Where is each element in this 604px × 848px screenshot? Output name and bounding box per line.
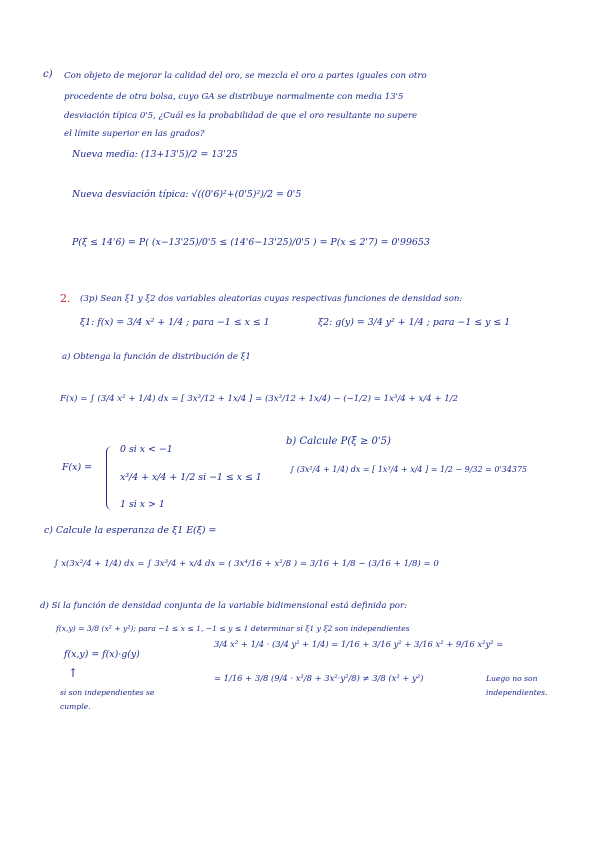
part-a-title: a) Obtenga la función de distribución de ξ1: [62, 352, 251, 362]
probabilidad-resultado: P(ξ ≤ 14'6) = P( (x−13'25)/0'5 ≤ (14'6−13'25)/0'5 ) = P(x ≤ 2'7) = 0'99653: [72, 237, 430, 248]
piecewise-case-1: 0 si x < −1: [120, 444, 173, 455]
density-f1: ξ1: f(x) = 3/4 x² + 1/4 ; para −1 ≤ x ≤ 1: [80, 317, 270, 328]
nueva-desviacion: Nueva desviación típica: √((0'6)²+(0'5)²)/2 = 0'5: [72, 189, 302, 200]
piecewise-case-2: x³/4 + x/4 + 1/2 si −1 ≤ x ≤ 1: [120, 472, 262, 483]
question-line-1: Con objeto de mejorar la calidad del oro, se mezcla el oro a partes iguales con otro: [64, 71, 427, 81]
section-c-label: c): [43, 69, 53, 80]
independence-note: si son independientes se cumple.: [60, 688, 155, 712]
part-d-title: d) Si la función de densidad conjunta de la variable bidimensional está definida por:: [40, 601, 407, 611]
part-d-line-2: = 1/16 + 3/8 (9/4 · x²/8 + 3x²·y²/8) ≠ 3/8 (x² + y²): [214, 673, 424, 683]
piecewise-brace: [106, 446, 113, 510]
part-d-definition: f(x,y) = 3/8 (x² + y²); para −1 ≤ x ≤ 1, −1 ≤ y ≤ 1 determinar si ξ1 y ξ2 son independientes: [56, 624, 410, 633]
question-line-2: procedente de otra bolsa, cuyo GA se distribuye normalmente con media 13'5: [64, 92, 404, 102]
part-d-line-1: 3/4 x² + 1/4 · (3/4 y² + 1/4) = 1/16 + 3/16 y² + 3/16 x² + 9/16 x²y² =: [214, 639, 504, 649]
part-a-equation: F(x) = ∫ (3/4 x² + 1/4) dx = [ 3x³/12 + 1x/4 ] = (3x³/12 + 1x/4) − (−1/2) = 1x³/4 + x/4 + 1/2: [60, 394, 459, 404]
question-line-3: desviación típica 0'5, ¿Cuál es la probabilidad de que el oro resultante no supere: [64, 111, 418, 121]
part-c-equation: ∫ x(3x²/4 + 1/4) dx = ∫ 3x³/4 + x/4 dx = ( 3x⁴/16 + x²/8 ) = 3/16 + 1/8 − (3/16 + 1/8) = 0: [54, 559, 439, 569]
problem-number: 2.: [60, 292, 71, 305]
question-line-4: el límite superior en las grados?: [64, 129, 205, 139]
part-d-conclusion: Luego no son independientes.: [486, 674, 548, 697]
problem-statement: (3p) Sean ξ1 y ξ2 dos variables aleatorias cuyas respectivas funciones de densidad son:: [80, 294, 463, 304]
independence-condition: f(x,y) = f(x)·g(y): [64, 649, 140, 660]
part-c-title: c) Calcule la esperanza de ξ1 E(ξ) =: [44, 525, 217, 536]
part-b-title: b) Calcule P(ξ ≥ 0'5): [286, 436, 391, 447]
density-f2: ξ2: g(y) = 3/4 y² + 1/4 ; para −1 ≤ y ≤ 1: [318, 317, 511, 328]
part-b-equation: ∫ (3x²/4 + 1/4) dx = [ 1x³/4 + x/4 ] = 1/2 − 9/32 = 0'34375: [290, 465, 528, 474]
up-arrow-icon: ↑: [68, 666, 79, 680]
piecewise-label: F(x) =: [62, 462, 92, 473]
nueva-media: Nueva media: (13+13'5)/2 = 13'25: [72, 149, 238, 160]
piecewise-case-3: 1 si x > 1: [120, 499, 165, 510]
